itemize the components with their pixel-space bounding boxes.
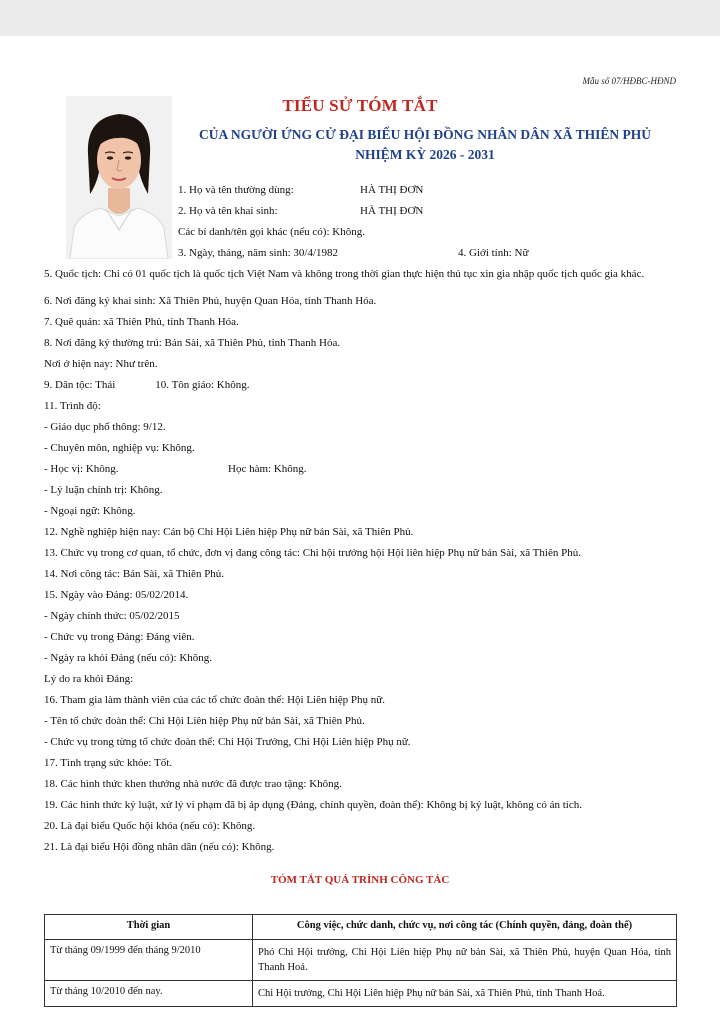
line-party-leave-reason: Lý do ra khỏi Đảng: [44, 673, 134, 685]
header-work: Công việc, chức danh, chức vụ, nơi công tác (Chính quyền, đảng, đoàn thể) [253, 915, 677, 940]
gender-text: 4. Giới tính: Nữ [458, 247, 529, 259]
common-name-value: HÀ THỊ ĐƠN [360, 184, 424, 196]
document-page [0, 36, 720, 1035]
line-peoples-council: 21. Là đại biểu Hội đồng nhân dân (nếu có): Không. [44, 841, 275, 853]
line-workplace: 14. Nơi công tác: Bản Sài, xã Thiên Phủ. [44, 568, 225, 580]
line-ethnicity-religion [44, 375, 680, 396]
line-national-assembly: 20. Là đại biểu Quốc hội khóa (nếu có): Không. [44, 820, 256, 832]
row-period: Từ tháng 10/2010 đến nay. [45, 981, 253, 1007]
line-current-residence: Nơi ở hiện nay: Như trên. [44, 358, 158, 370]
line-party-join-date: 15. Ngày vào Đảng: 05/02/2014. [44, 589, 189, 601]
portrait-photo [66, 96, 172, 259]
career-table-header [45, 915, 677, 940]
row-work: Phó Chi Hội trưởng, Chi Hội Liên hiệp Phụ nữ bản Sài, xã Thiên Phủ, huyện Quan Hóa, tỉnh Thanh Hoá. [253, 940, 677, 981]
line-organization-position: - Chức vụ trong từng tổ chức đoàn thể: Chi Hội Trưởng, Chi Hội Liên hiệp Phụ nữ. [44, 736, 411, 748]
career-section-title: TÓM TẮT QUÁ TRÌNH CÔNG TÁC [270, 874, 450, 886]
document-subtitle [190, 125, 660, 165]
ethnicity-text: 9. Dân tộc: Thái [44, 379, 116, 391]
line-awards: 18. Các hình thức khen thưởng nhà nước đã được trao tặng: Không. [44, 778, 342, 790]
line-organization-name: - Tên tổ chức đoàn thể: Chi Hội Liên hiệp Phụ nữ bản Sài, xã Thiên Phủ. [44, 715, 365, 727]
alias-text: Các bí danh/tên gọi khác (nếu có): Không. [178, 226, 365, 238]
line-organizations: 16. Tham gia làm thành viên của các tổ chức đoàn thể: Hội Liên hiệp Phụ nữ. [44, 694, 386, 706]
biography-lines [44, 264, 680, 858]
religion-text: 10. Tôn giáo: Không. [155, 379, 250, 391]
subtitle-line-2: NHIỆM KỲ 2026 - 2031 [355, 147, 495, 162]
line-education-heading: 11. Trình độ: [44, 400, 101, 412]
subtitle-line-1: CỦA NGƯỜI ỨNG CỬ ĐẠI BIỂU HỘI ĐỒNG NHÂN DÂN XÃ THIÊN PHỦ [198, 127, 652, 142]
line-position: 13. Chức vụ trong cơ quan, tổ chức, đơn vị đang công tác: Chi hội trưởng hội Hội liên hiệp Phụ nữ bản Sài, xã Thiên Phủ. [44, 547, 581, 559]
line-general-education: - Giáo dục phổ thông: 9/12. [44, 421, 166, 433]
form-code: Mẫu số 07/HĐBC-HĐND [582, 76, 676, 86]
degree-text: - Học vị: Không. [44, 463, 119, 475]
line-party-leave-date: - Ngày ra khỏi Đảng (nếu có): Không. [44, 652, 213, 664]
line-foreign-language: - Ngoại ngữ: Không. [44, 505, 136, 517]
line-political-theory: - Lý luận chính trị: Không. [44, 484, 163, 496]
line-health: 17. Tình trạng sức khỏe: Tốt. [44, 757, 173, 769]
line-permanent-residence: 8. Nơi đăng ký thường trú: Bản Sài, xã Thiên Phủ, tỉnh Thanh Hóa. [44, 337, 341, 349]
line-discipline: 19. Các hình thức kỷ luật, xử lý vi phạm đã bị áp dụng (Đảng, chính quyền, đoàn thể): Không bị kỷ luật, không có án tích. [44, 799, 582, 811]
line-party-official-date: - Ngày chính thức: 05/02/2015 [44, 610, 180, 622]
table-row [45, 981, 677, 1007]
row-work: Chi Hội trưởng, Chi Hội Liên hiệp Phụ nữ bản Sài, xã Thiên Phủ, tỉnh Thanh Hoá. [253, 981, 677, 1007]
line-nationality: 5. Quốc tịch: Chỉ có 01 quốc tịch là quốc tịch Việt Nam và không trong thời gian thực hiện thủ tục xin gia nhập quốc tịch quốc gia khác. [44, 268, 645, 280]
birth-name-value: HÀ THỊ ĐƠN [360, 205, 424, 217]
line-party-position: - Chức vụ trong Đảng: Đảng viên. [44, 631, 195, 643]
career-table [44, 914, 677, 1007]
line-professional-skill: - Chuyên môn, nghiệp vụ: Không. [44, 442, 195, 454]
document-title: TIỂU SỬ TÓM TẮT [282, 96, 438, 115]
line-occupation: 12. Nghề nghiệp hiện nay: Cán bộ Chi Hội Liên hiệp Phụ nữ bản Sài, xã Thiên Phủ. [44, 526, 414, 538]
line-birth-registration: 6. Nơi đăng ký khai sinh: Xã Thiên Phủ, huyện Quan Hóa, tỉnh Thanh Hóa. [44, 295, 377, 307]
birth-name-label: 2. Họ và tên khai sinh: [178, 205, 278, 217]
header-period: Thời gian [45, 915, 253, 940]
common-name-label: 1. Họ và tên thường dùng: [178, 184, 294, 196]
table-row [45, 940, 677, 981]
line-degree-title [44, 459, 680, 480]
row-period: Từ tháng 09/1999 đến tháng 9/2010 [45, 940, 253, 981]
academic-title-text: Học hàm: Không. [228, 463, 307, 475]
birth-date-text: 3. Ngày, tháng, năm sinh: 30/4/1982 [178, 247, 338, 259]
line-hometown: 7. Quê quán: xã Thiên Phủ, tỉnh Thanh Hóa. [44, 316, 239, 328]
